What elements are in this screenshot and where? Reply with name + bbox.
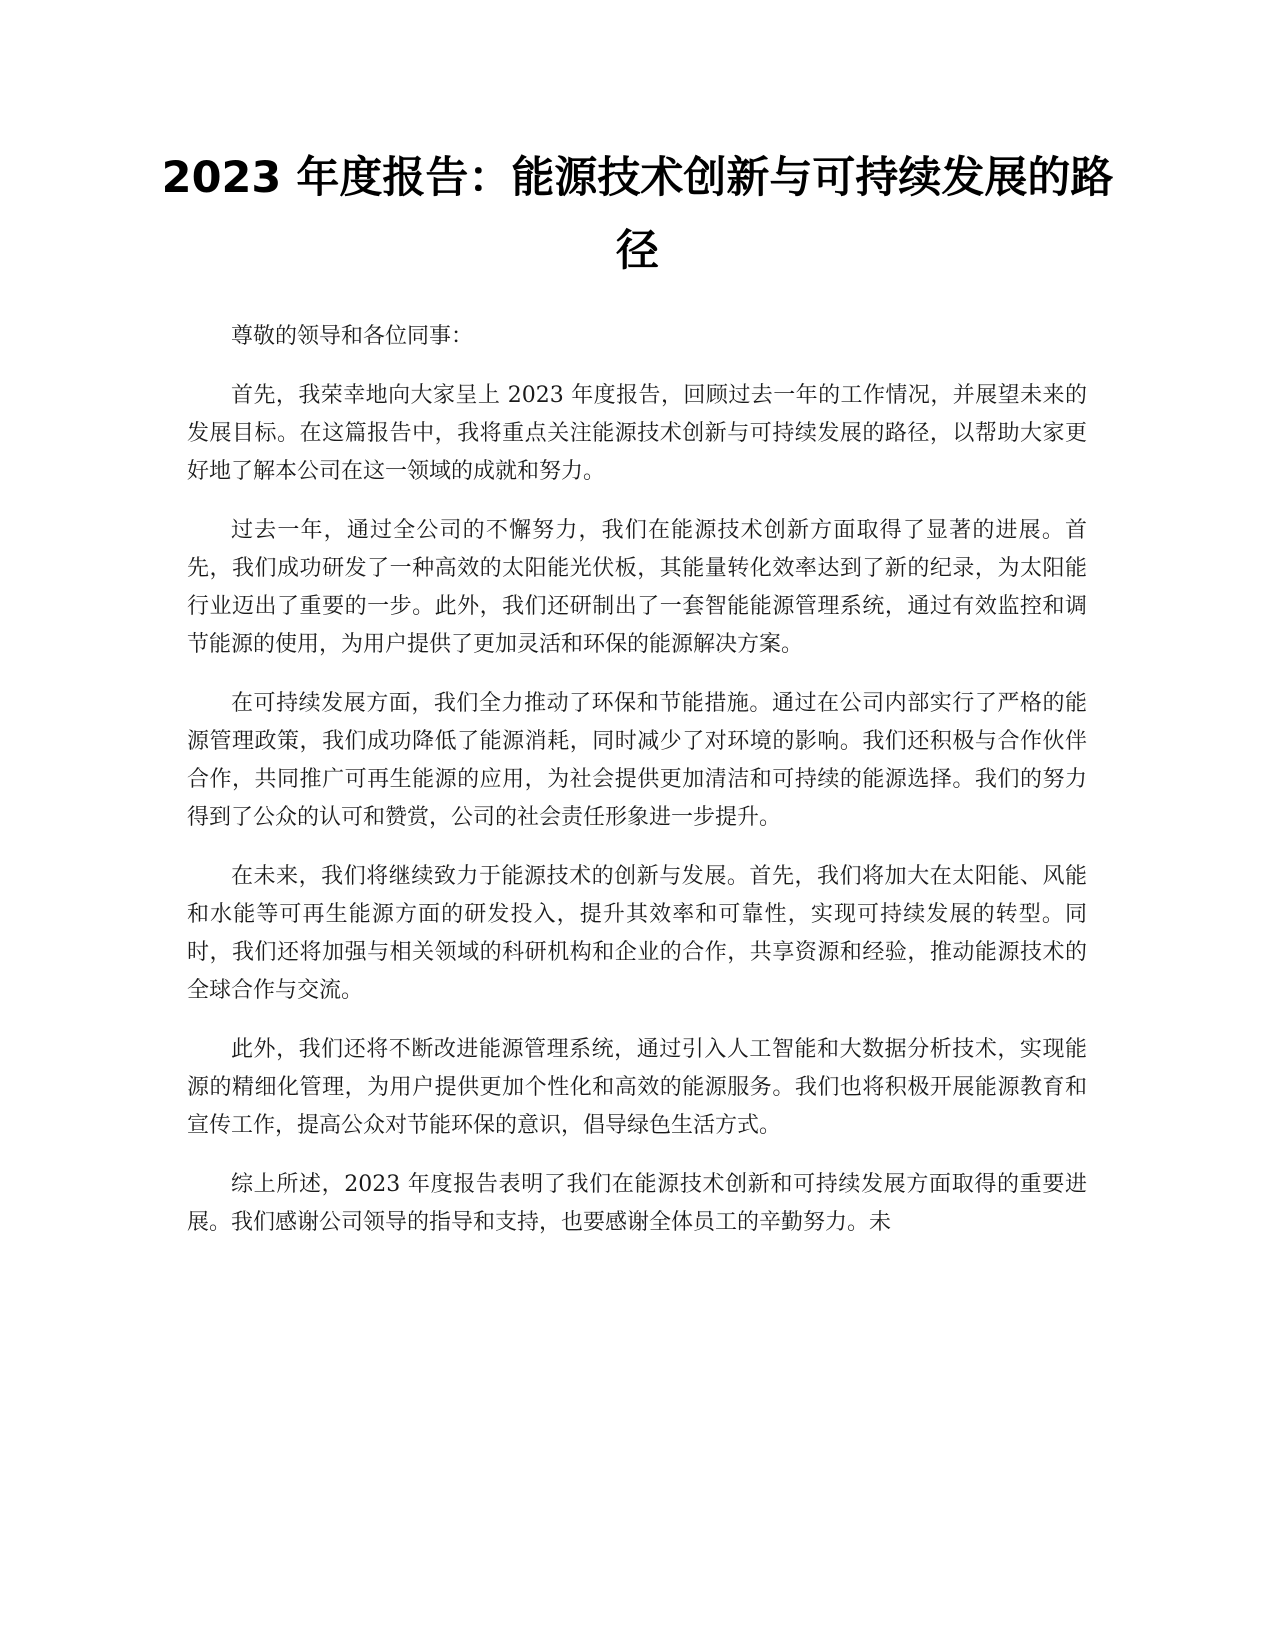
salutation-paragraph: 尊敬的领导和各位同事： — [231, 324, 474, 349]
document-body — [187, 318, 1087, 1263]
document-title: 2023 年度报告：能源技术创新与可持续发展的路径 — [161, 153, 1114, 276]
sustainability-paragraph: 在可持续发展方面，我们全力推动了环保和节能措施。通过在公司内部实行了严格的能源管理政策，我们成功降低了能源消耗，同时减少了对环境的影响。我们还积极与合作伙伴合作，共同推广可再生能源的应用，为社会提供更加清洁和可持续的能源选择。我们的努力得到了公众的认可和赞赏，公司的社会责任形象进一步提升。 — [187, 691, 1087, 830]
technology-progress-paragraph: 过去一年，通过全公司的不懈努力，我们在能源技术创新方面取得了显著的进展。首先，我们成功研发了一种高效的太阳能光伏板，其能量转化效率达到了新的纪录，为太阳能行业迈出了重要的一步。此外，我们还研制出了一套智能能源管理系统，通过有效监控和调节能源的使用，为用户提供了更加灵活和环保的能源解决方案。 — [187, 518, 1087, 657]
management-system-paragraph: 此外，我们还将不断改进能源管理系统，通过引入人工智能和大数据分析技术，实现能源的精细化管理，为用户提供更加个性化和高效的能源服务。我们也将积极开展能源教育和宣传工作，提高公众对节能环保的意识，倡导绿色生活方式。 — [187, 1037, 1087, 1138]
future-plans-paragraph: 在未来，我们将继续致力于能源技术的创新与发展。首先，我们将加大在太阳能、风能和水能等可再生能源方面的研发投入，提升其效率和可靠性，实现可持续发展的转型。同时，我们还将加强与相关领域的科研机构和企业的合作，共享资源和经验，推动能源技术的全球合作与交流。 — [187, 864, 1087, 1003]
intro-paragraph: 首先，我荣幸地向大家呈上 2023 年度报告，回顾过去一年的工作情况，并展望未来的发展目标。在这篇报告中，我将重点关注能源技术创新与可持续发展的路径，以帮助大家更好地了解本公司在这一领域的成就和努力。 — [187, 383, 1087, 484]
conclusion-paragraph: 综上所述，2023 年度报告表明了我们在能源技术创新和可持续发展方面取得的重要进展。我们感谢公司领导的指导和支持，也要感谢全体员工的辛勤努力。未 — [187, 1172, 1087, 1235]
